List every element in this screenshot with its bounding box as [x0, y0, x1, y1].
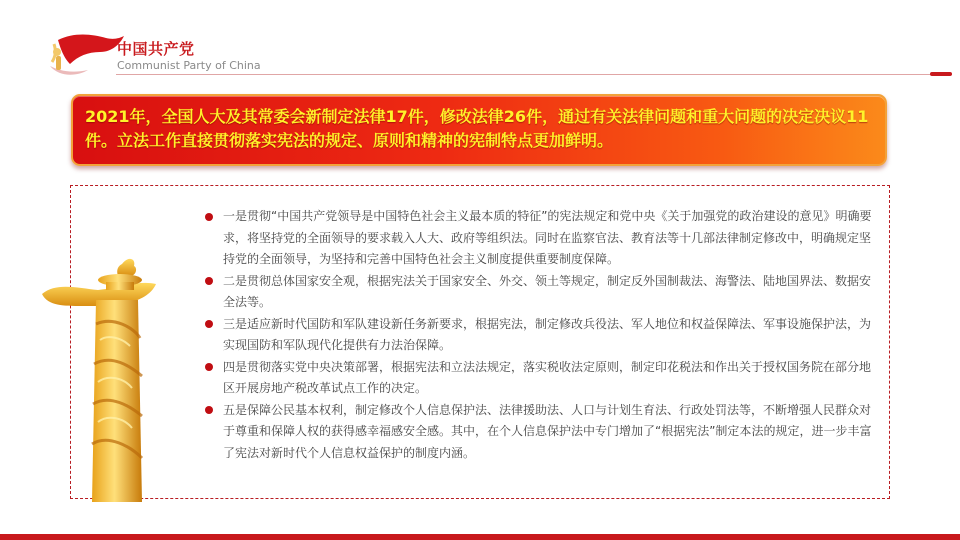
- list-item: [205, 271, 875, 314]
- point-text: 四是贯彻落实党中央决策部署，根据宪法和立法法规定，落实税收法定原则，制定印花税法和作出关于授权国务院在部分地区开展房地产税改革试点工作的决定。: [223, 359, 872, 395]
- list-item: [205, 357, 875, 400]
- list-item: [205, 400, 875, 465]
- huabiao-pillar-icon: [38, 254, 158, 502]
- header-subtitle: Communist Party of China: [117, 59, 261, 72]
- point-text: 二是贯彻总体国家安全观，根据宪法关于国家安全、外交、领土等规定，制定反外国制裁法、海警法、陆地国界法、数据安全法等。: [223, 273, 872, 309]
- header-divider-accent: [930, 72, 952, 76]
- bullet-dot: [205, 363, 213, 371]
- bullet-dot: [205, 320, 213, 328]
- header-title: 中国共产党: [117, 40, 195, 58]
- legislation-points-list: [205, 206, 875, 464]
- bullet-dot: [205, 406, 213, 414]
- banner-text: 2021年，全国人大及其常委会新制定法律17件，修改法律26件，通过有关法律问题和重大问题的决定决议11件。立法工作直接贯彻落实宪法的规定、原则和精神的宪制特点更加鲜明。: [85, 107, 869, 150]
- bullet-dot: [205, 213, 213, 221]
- point-text: 一是贯彻“中国共产党领导是中国特色社会主义最本质的特征”的宪法规定和党中央《关于加强党的政治建设的意见》明确要求，将坚持党的全面领导的要求载入人大、政府等组织法。同时在监察官法、教育法等十几部法律制定修改中，明确规定坚持党的全面领导，为坚持和完善中国特色社会主义制度提供重要制度保障。: [223, 209, 872, 266]
- header-divider: [116, 74, 952, 75]
- summary-banner: [71, 94, 887, 166]
- bullet-dot: [205, 277, 213, 285]
- point-text: 三是适应新时代国防和军队建设新任务新要求，根据宪法，制定修改兵役法、军人地位和权益保障法、军事设施保护法，为实现国防和军队现代化提供有力法治保障。: [223, 316, 872, 352]
- list-item: [205, 314, 875, 357]
- point-text: 五是保障公民基本权利，制定修改个人信息保护法、法律援助法、人口与计划生育法、行政处罚法等，不断增强人民群众对于尊重和保障人权的获得感幸福感安全感。其中，在个人信息保护法中专门增加了“根据宪法”制定本法的规定，进一步丰富了宪法对新时代个人信息权益保护的制度内涵。: [223, 402, 872, 460]
- footer-bar: [0, 534, 960, 540]
- list-item: [205, 206, 875, 271]
- party-flag-logo-icon: [44, 30, 126, 78]
